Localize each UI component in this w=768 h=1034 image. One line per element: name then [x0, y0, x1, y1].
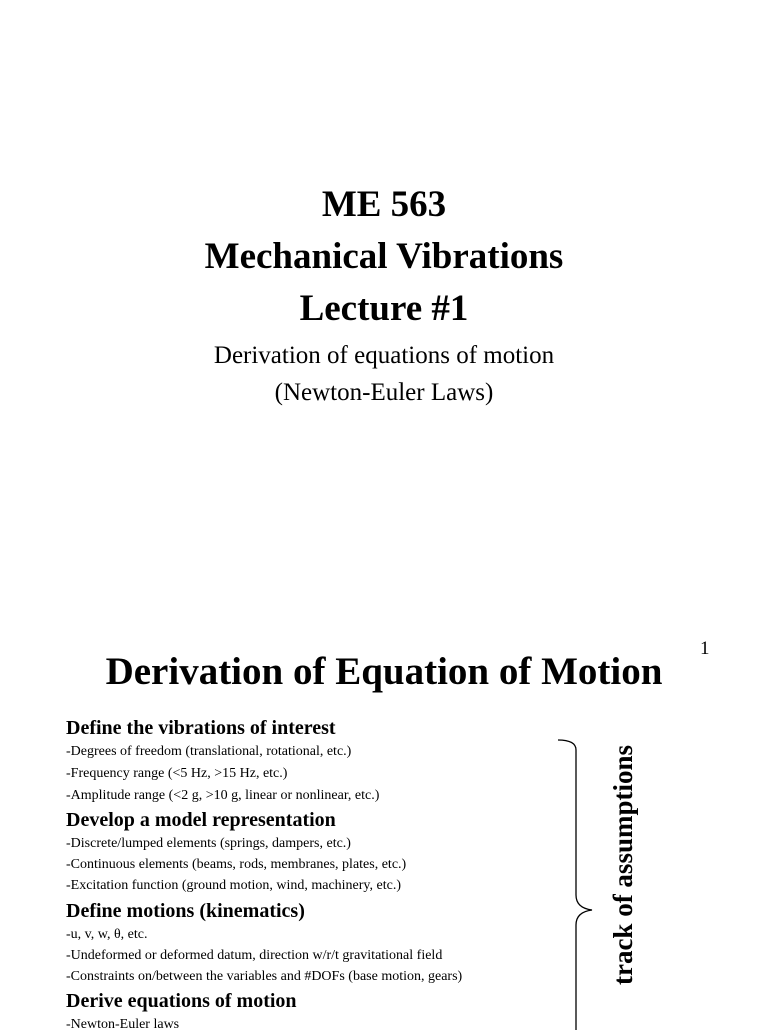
- lecture-number: Lecture #1: [299, 288, 469, 329]
- course-title: Mechanical Vibrations: [204, 236, 564, 277]
- list-item: -Continuous elements (beams, rods, membranes, plates, etc.): [66, 857, 407, 872]
- right-brace-icon: [548, 730, 600, 1030]
- slide-subtitle-2: (Newton-Euler Laws): [274, 379, 494, 406]
- page-number: 1: [700, 638, 710, 659]
- section-heading-eom: Derive equations of motion: [66, 990, 297, 1012]
- slide-subtitle: Derivation of equations of motion: [213, 342, 555, 369]
- list-item: -Excitation function (ground motion, wind, machinery, etc.): [66, 878, 402, 893]
- section-heading-model: Develop a model representation: [66, 809, 336, 831]
- content-slide: [0, 630, 768, 1032]
- slide-title: Derivation of Equation of Motion: [105, 650, 663, 693]
- list-item: -Newton-Euler laws: [66, 1017, 180, 1032]
- assumptions-side-label: track of assumptions: [608, 745, 638, 986]
- list-item: -u, v, w, θ, etc.: [66, 927, 148, 942]
- list-item: -Degrees of freedom (translational, rotational, etc.): [66, 744, 352, 759]
- list-item: -Discrete/lumped elements (springs, dampers, etc.): [66, 836, 351, 851]
- list-item: -Frequency range (<5 Hz, >15 Hz, etc.): [66, 766, 288, 781]
- list-item: -Constraints on/between the variables and #DOFs (base motion, gears): [66, 969, 463, 984]
- list-item: -Amplitude range (<2 g, >10 g, linear or nonlinear, etc.): [66, 788, 380, 803]
- course-code: ME 563: [321, 184, 447, 225]
- section-heading-kinematics: Define motions (kinematics): [66, 900, 305, 922]
- list-item: -Undeformed or deformed datum, direction w/r/t gravitational field: [66, 948, 443, 963]
- section-heading-vibrations: Define the vibrations of interest: [66, 717, 336, 739]
